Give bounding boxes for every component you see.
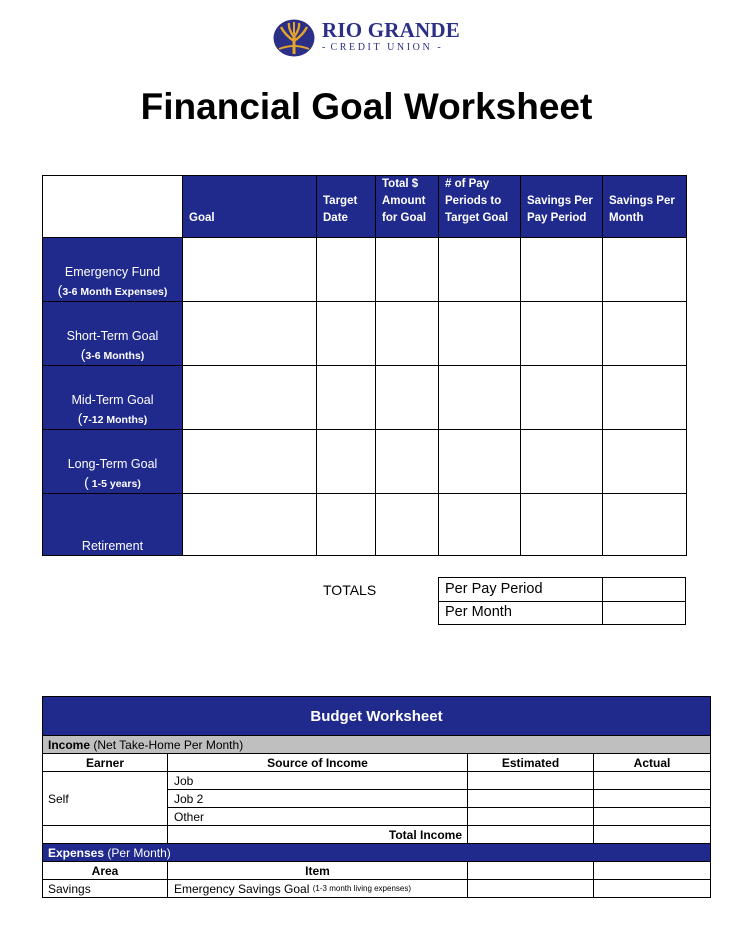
- income-source-label: Other: [174, 809, 205, 824]
- goal-table-header: [602, 175, 687, 238]
- goal-row-name: Retirement: [81, 539, 144, 553]
- goal-table-header: [438, 175, 521, 238]
- expense-estimated-cell[interactable]: [467, 879, 594, 898]
- col-expense-actual: [593, 861, 711, 880]
- goal-input-cell[interactable]: [182, 365, 317, 430]
- goal-input-cell[interactable]: [316, 429, 376, 494]
- goal-row-sub: 3-6 Month Expenses: [62, 286, 164, 298]
- goal-input-cell[interactable]: [438, 237, 521, 302]
- goal-input-cell[interactable]: [375, 429, 439, 494]
- totals-per-pay-period-label: Per Pay Period: [438, 577, 603, 602]
- col-actual: Actual: [593, 753, 711, 772]
- expense-item-label: Emergency Savings Goal: [174, 881, 310, 896]
- income-actual-cell[interactable]: [593, 771, 711, 790]
- goal-input-cell[interactable]: [520, 429, 603, 494]
- goal-input-cell[interactable]: [520, 365, 603, 430]
- goal-input-cell[interactable]: [182, 301, 317, 366]
- expenses-label: Expenses: [48, 845, 105, 860]
- income-actual-cell[interactable]: [593, 789, 711, 808]
- logo-tree-icon: [273, 19, 315, 57]
- goal-row-name: Emergency Fund: [64, 265, 161, 279]
- income-note: (Net Take-Home Per Month): [93, 737, 244, 752]
- totals-label: TOTALS: [323, 582, 377, 598]
- goal-row-sub: 7-12 Months: [82, 414, 144, 426]
- col-item: Item: [167, 861, 468, 880]
- goal-row-name: Mid-Term Goal: [71, 393, 154, 407]
- goal-input-cell[interactable]: [602, 301, 687, 366]
- expenses-note: (Per Month): [107, 845, 171, 860]
- col-source: Source of Income: [167, 753, 468, 772]
- expense-area-cell: [42, 879, 168, 898]
- goal-row-sub: 1-5 years: [88, 478, 138, 490]
- total-income-estimated[interactable]: [467, 825, 594, 844]
- logo-subtitle: - CREDIT UNION -: [322, 42, 441, 53]
- goal-input-cell[interactable]: [602, 429, 687, 494]
- income-estimated-cell[interactable]: [467, 789, 594, 808]
- goal-row-name: Short-Term Goal: [66, 329, 159, 343]
- goal-input-cell[interactable]: [316, 237, 376, 302]
- goal-input-cell[interactable]: [316, 365, 376, 430]
- goal-input-cell[interactable]: [602, 365, 687, 430]
- goal-input-cell[interactable]: [438, 493, 521, 556]
- goal-table-header-label: # of Pay Periods to Target Goal: [445, 178, 509, 224]
- goal-input-cell[interactable]: [316, 301, 376, 366]
- goal-table-header-label: Savings Per Pay Period: [527, 195, 593, 224]
- goal-table-header: [182, 175, 317, 238]
- goal-table-corner: [42, 175, 183, 238]
- totals-per-month-label: Per Month: [438, 601, 603, 625]
- goal-input-cell[interactable]: [438, 429, 521, 494]
- income-actual-cell[interactable]: [593, 807, 711, 826]
- goal-input-cell[interactable]: [520, 237, 603, 302]
- goal-row-label: Mid-Term Goal (7-12 Months): [42, 365, 183, 430]
- income-source-label: Job 2: [174, 791, 204, 806]
- goal-row-label: [42, 493, 183, 556]
- goal-row-label: Long-Term Goal ( 1-5 years): [42, 429, 183, 494]
- page-title: Financial Goal Worksheet: [140, 86, 593, 127]
- total-income-label-cell: [167, 825, 468, 844]
- goal-input-cell[interactable]: [375, 301, 439, 366]
- goal-input-cell[interactable]: [375, 365, 439, 430]
- goal-row-label: Emergency Fund (3-6 Month Expenses): [42, 237, 183, 302]
- logo-name: RIO GRANDE: [322, 18, 460, 42]
- total-income-actual[interactable]: [593, 825, 711, 844]
- goal-row-label: Short-Term Goal (3-6 Months): [42, 301, 183, 366]
- goal-table-header-label: Savings Per Month: [609, 195, 675, 224]
- goal-input-cell[interactable]: [182, 429, 317, 494]
- income-label: Income: [48, 737, 91, 752]
- goal-input-cell[interactable]: [438, 301, 521, 366]
- goal-input-cell[interactable]: [520, 493, 603, 556]
- goal-input-cell[interactable]: [520, 301, 603, 366]
- goal-table-header: [520, 175, 603, 238]
- goal-row-sub: 3-6 Months: [85, 350, 141, 362]
- earner-cell: [42, 771, 168, 826]
- total-income-blank: [42, 825, 168, 844]
- goal-table-header-label: Target Date: [323, 195, 358, 224]
- expense-item-cell: [167, 879, 468, 898]
- totals-per-month-value[interactable]: [602, 601, 686, 625]
- goal-input-cell[interactable]: [602, 493, 687, 556]
- expense-item-note: (1-3 month living expenses): [312, 884, 412, 893]
- expense-area-label: Savings: [48, 881, 91, 896]
- income-estimated-cell[interactable]: [467, 771, 594, 790]
- goal-input-cell[interactable]: [602, 237, 687, 302]
- budget-title: Budget Worksheet: [310, 707, 443, 725]
- col-estimated: Estimated: [467, 753, 594, 772]
- col-expense-estimated: [467, 861, 594, 880]
- income-source-cell: [167, 789, 468, 808]
- goal-input-cell[interactable]: [182, 237, 317, 302]
- goal-table-header-label: Goal: [189, 212, 215, 224]
- total-income-label: Total Income: [388, 827, 462, 842]
- earner-value: Self: [48, 791, 69, 806]
- goal-table-header: [375, 175, 439, 238]
- col-earner: Earner: [42, 753, 168, 772]
- income-header: [42, 735, 711, 754]
- goal-row-name: Long-Term Goal: [67, 457, 158, 471]
- expense-actual-cell[interactable]: [593, 879, 711, 898]
- income-source-cell: [167, 771, 468, 790]
- budget-title-bar: [42, 696, 711, 736]
- expenses-header: [42, 843, 711, 862]
- totals-per-pay-period-value[interactable]: [602, 577, 686, 602]
- income-estimated-cell[interactable]: [467, 807, 594, 826]
- goal-table-header-label: Total $ Amount for Goal: [382, 178, 427, 224]
- goal-input-cell[interactable]: [438, 365, 521, 430]
- goal-input-cell[interactable]: [375, 237, 439, 302]
- goal-input-cell[interactable]: [182, 493, 317, 556]
- income-source-label: Job: [174, 773, 194, 788]
- goal-input-cell[interactable]: [316, 493, 376, 556]
- goal-table-header: [316, 175, 376, 238]
- col-area: Area: [42, 861, 168, 880]
- income-source-cell: [167, 807, 468, 826]
- goal-input-cell[interactable]: [375, 493, 439, 556]
